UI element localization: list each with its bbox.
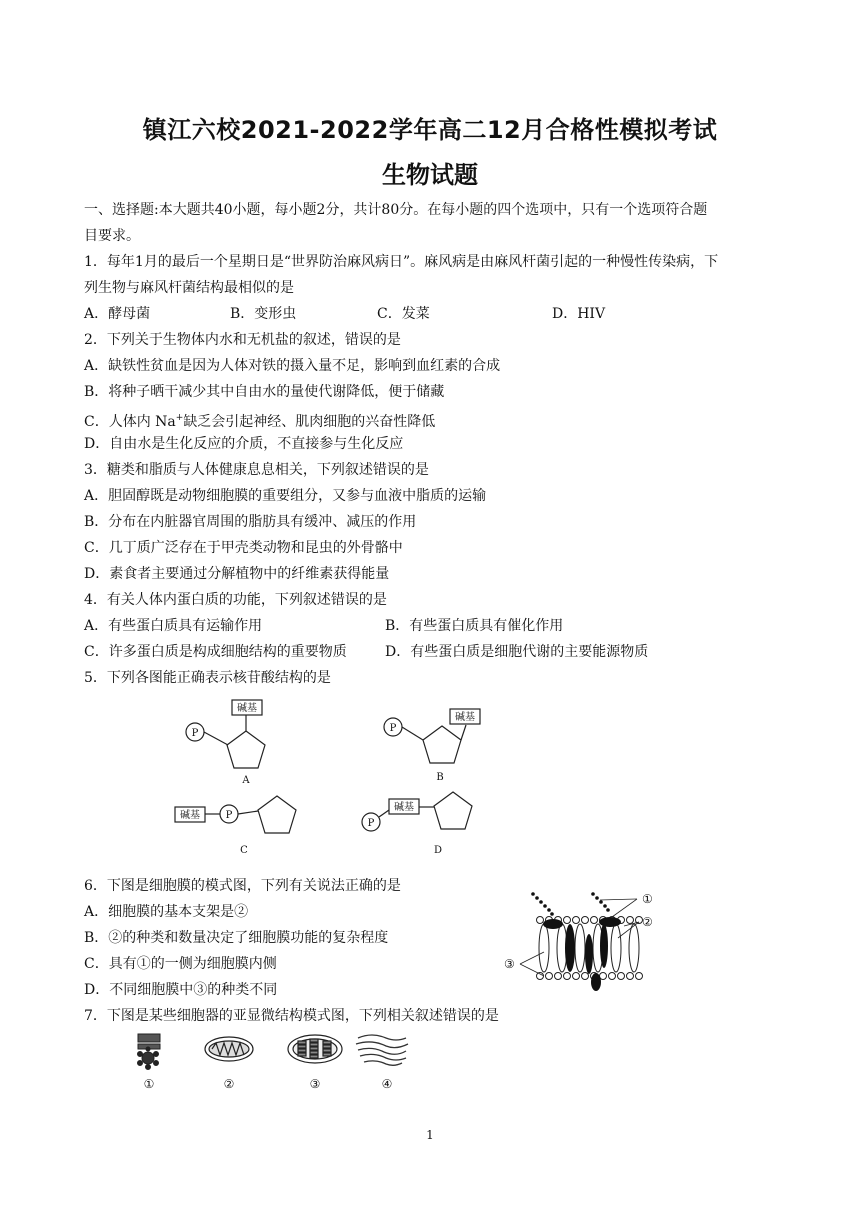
membrane-label-3: ③ bbox=[504, 957, 515, 971]
q6-option-c: C．具有①的一侧为细胞膜内侧 bbox=[84, 956, 277, 972]
q3-option-b: B．分布在内脏器官周围的脂肪具有缓冲、减压的作用 bbox=[84, 514, 417, 530]
organelle-label-3: ③ bbox=[309, 1077, 321, 1091]
q3-option-a: A．胆固醇既是动物细胞膜的重要组分，又参与血液中脂质的运输 bbox=[84, 488, 487, 504]
q2-option-c-sup: + bbox=[175, 413, 184, 423]
organelle-3-drawing bbox=[288, 1035, 342, 1063]
q7-stem: 7．下图是某些细胞器的亚显微结构模式图，下列相关叙述错误的是 bbox=[84, 1008, 499, 1024]
section-intro-line1: 一、选择题:本大题共40小题，每小题2分，共计80分。在每小题的四个选项中，只有一个选项符合题 bbox=[84, 202, 708, 218]
q2-option-d: D．自由水是生化反应的介质，不直接参与生化反应 bbox=[84, 436, 404, 452]
q3-option-c: C．几丁质广泛存在于甲壳类动物和昆虫的外骨骼中 bbox=[84, 540, 403, 556]
transmembrane-protein-3 bbox=[600, 924, 608, 968]
organelle-label-4: ④ bbox=[381, 1077, 393, 1091]
fig-b-base-label: 碱基 bbox=[455, 712, 475, 723]
membrane-label-1: ① bbox=[642, 892, 653, 906]
q5-stem: 5．下列各图能正确表示核苷酸结构的是 bbox=[84, 670, 331, 686]
q4-option-a: A．有些蛋白质具有运输作用 bbox=[84, 618, 263, 634]
q1-option-c: C．发菜 bbox=[377, 306, 430, 322]
transmembrane-protein-1 bbox=[565, 924, 575, 972]
q2-option-a: A．缺铁性贫血是因为人体对铁的摄入量不足，影响到血红素的合成 bbox=[84, 358, 501, 374]
fig-b-p-label: P bbox=[389, 723, 397, 734]
cell-membrane-figure bbox=[500, 888, 680, 1000]
fig-a-base-label: 碱基 bbox=[237, 703, 257, 714]
q2-stem: 2．下列关于生物体内水和无机盐的叙述，错误的是 bbox=[84, 332, 401, 348]
fig-c-caption: C bbox=[240, 845, 248, 856]
fig-c-base-label: 碱基 bbox=[180, 810, 200, 821]
fig-a-pentose-pentagon bbox=[227, 731, 265, 768]
fig-b-caption: B bbox=[436, 772, 444, 783]
fig-d-pentose-pentagon bbox=[434, 792, 472, 829]
exam-subtitle: 生物试题 bbox=[382, 161, 478, 189]
fig-d-p-label: P bbox=[367, 818, 375, 829]
q2-option-b: B．将种子晒干减少其中自由水的量使代谢降低，便于储藏 bbox=[84, 384, 445, 400]
q2-option-c-post: 缺乏会引起神经、肌肉细胞的兴奋性降低 bbox=[183, 414, 436, 430]
q5-nucleotide-figures bbox=[170, 695, 500, 860]
q2-option-c bbox=[84, 408, 435, 432]
organelle-1-drawing bbox=[138, 1034, 161, 1070]
exam-title: 镇江六校2021-2022学年高二12月合格性模拟考试 bbox=[142, 116, 718, 144]
glycoprotein-left bbox=[543, 919, 563, 929]
q1-option-d: D．HIV bbox=[552, 306, 606, 322]
organelle-4-drawing bbox=[356, 1035, 408, 1065]
fig-a-caption: A bbox=[242, 775, 250, 786]
q6-stem: 6．下图是细胞膜的模式图，下列有关说法正确的是 bbox=[84, 878, 401, 894]
q3-option-d: D．素食者主要通过分解植物中的纤维素获得能量 bbox=[84, 566, 390, 582]
organelle-figure bbox=[130, 1030, 410, 1092]
organelle-label-2: ② bbox=[223, 1077, 235, 1091]
q6-option-a: A．细胞膜的基本支架是② bbox=[84, 904, 249, 920]
q1-option-b: B．变形虫 bbox=[230, 306, 297, 322]
fig-d-base-label: 碱基 bbox=[394, 802, 414, 813]
fig-b-pentose-pentagon bbox=[423, 726, 461, 763]
q1-stem-line2: 列生物与麻风杆菌结构最相似的是 bbox=[84, 280, 294, 296]
fig-a-p-label: P bbox=[191, 728, 199, 739]
fig-c-p-label: P bbox=[225, 810, 233, 821]
q4-option-b: B．有些蛋白质具有催化作用 bbox=[385, 618, 564, 634]
membrane-label-2: ② bbox=[642, 915, 653, 929]
q6-option-d: D．不同细胞膜中③的种类不同 bbox=[84, 982, 278, 998]
q2-option-c-pre: C．人体内 Na bbox=[84, 414, 176, 430]
peripheral-protein bbox=[591, 973, 601, 991]
q4-stem: 4．有关人体内蛋白质的功能，下列叙述错误的是 bbox=[84, 592, 387, 608]
q4-option-d: D．有些蛋白质是细胞代谢的主要能源物质 bbox=[385, 644, 649, 660]
fig-d-caption: D bbox=[433, 845, 443, 856]
page-number: 1 bbox=[426, 1128, 434, 1142]
organelle-2-drawing bbox=[205, 1037, 253, 1061]
transmembrane-protein-2 bbox=[585, 934, 593, 974]
q1-stem-line1: 1．每年1月的最后一个星期日是“世界防治麻风病日”。麻风病是由麻风杆菌引起的一种慢性传染病，下 bbox=[84, 254, 719, 270]
glycoprotein-right bbox=[599, 917, 621, 927]
q4-option-c: C．许多蛋白质是构成细胞结构的重要物质 bbox=[84, 644, 347, 660]
fig-c-pentose-pentagon bbox=[258, 796, 296, 833]
organelle-label-1: ① bbox=[143, 1077, 155, 1091]
q3-stem: 3．糖类和脂质与人体健康息息相关，下列叙述错误的是 bbox=[84, 462, 429, 478]
q6-option-b: B．②的种类和数量决定了细胞膜功能的复杂程度 bbox=[84, 930, 389, 946]
q1-option-a: A．酵母菌 bbox=[84, 306, 151, 322]
section-intro-line2: 目要求。 bbox=[84, 228, 140, 244]
